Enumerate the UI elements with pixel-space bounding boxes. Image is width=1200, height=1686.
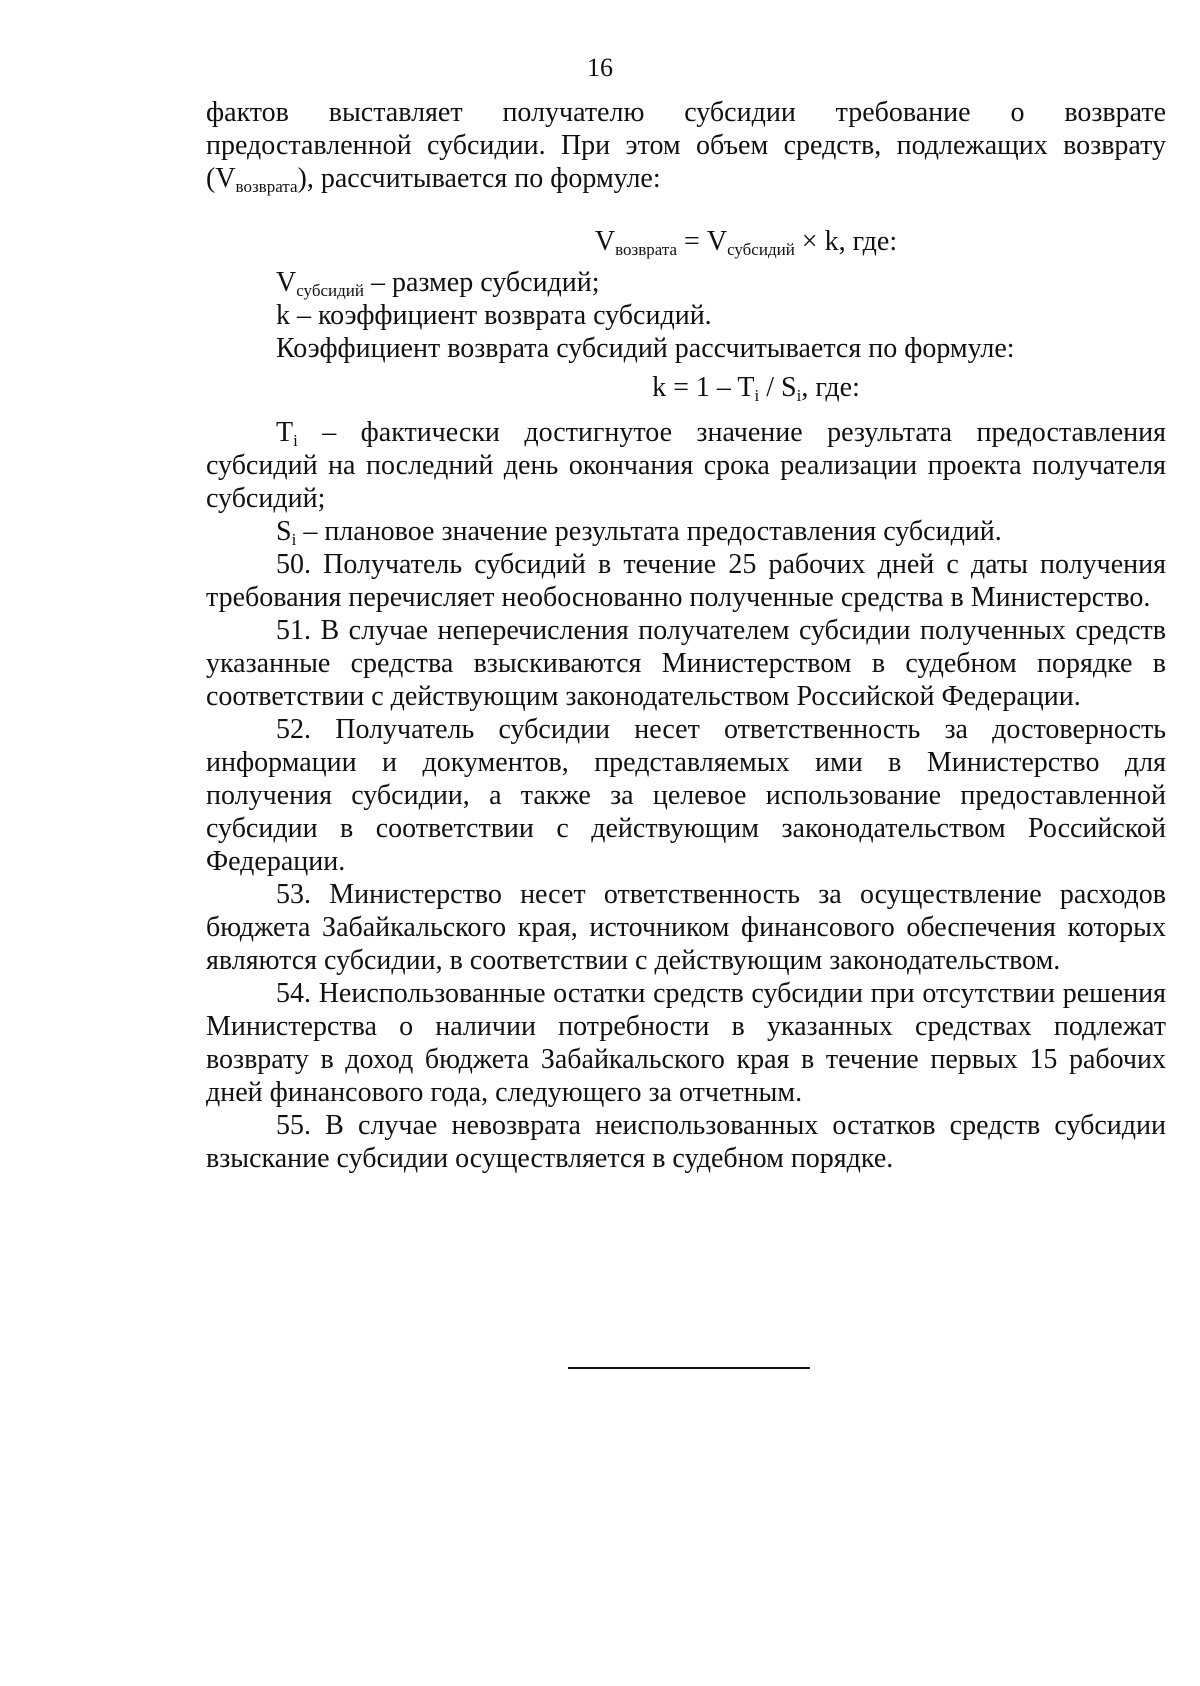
def-s-text: – плановое значение результата предоставления субсидий. (296, 516, 1002, 547)
def-t-sub: i (293, 431, 298, 450)
formula1-v-sub: возврата (615, 240, 678, 259)
formula1-v2-sub: субсидий (727, 240, 795, 259)
def-t-text: – фактически достигнутое значение результата предоставления субсидий на последний день окончания срока реализации проекта получателя субсидий; (206, 417, 1166, 514)
formula-return-volume (206, 225, 1166, 258)
intro-text: фактов выставляет получателю субсидии требование о возврате предоставленной субсидии. При этом объем средств, подлежащих возврату (V (206, 97, 1166, 194)
item-55: 55. В случае невозврата неиспользованных остатков средств субсидии взыскание субсидии осуществляется в судебном порядке. (206, 1110, 1166, 1174)
def-s-sub: i (291, 530, 297, 549)
coefficient-intro: Коэффициент возврата субсидий рассчитывается по формуле: (276, 333, 1015, 364)
formula-coefficient (206, 371, 1166, 404)
formula1-tail: × k, где: (794, 226, 898, 257)
formula2-sub1: i (754, 386, 760, 405)
definition-k: k – коэффициент возврата субсидий. (276, 300, 712, 331)
formula1-eq: = V (677, 226, 728, 257)
intro-subscript: возврата (235, 177, 298, 196)
definition-t (206, 416, 1166, 515)
item-53: 53. Министерство несет ответственность за осуществление расходов бюджета Забайкальского края, источником финансового обеспечения которых являются субсидии, в соответствии с действующим законодательством. (206, 879, 1166, 976)
item-50: 50. Получатель субсидий в течение 25 рабочих дней с даты получения требования перечисляет необоснованно полученные средства в Министерство. (206, 549, 1166, 613)
formula1-v: V (594, 226, 616, 257)
item-52: 52. Получатель субсидии несет ответственность за достоверность информации и документов, представляемых ими в Министерство для получения субсидии, а также за целевое использование предоставленной субсидии в соответствии с действующим законодательством Российской Федерации. (206, 714, 1166, 877)
def-v-symbol: V (276, 267, 297, 298)
formula2-mid: / S (759, 372, 797, 403)
definition-s (206, 515, 1166, 548)
formula2-tail: , где: (801, 372, 860, 403)
def-v-text: – размер субсидий; (363, 267, 600, 298)
definition-v-subsidy (206, 266, 1166, 299)
def-v-sub: субсидий (296, 281, 364, 300)
intro-paragraph (206, 96, 1166, 195)
item-54: 54. Неиспользованные остатки средств субсидии при отсутствии решения Министерства о наличии потребности в указанных средствах подлежат возврату в доход бюджета Забайкальского края в течение первых 15 рабочих дней финансового года, следующего за отчетным. (206, 978, 1166, 1108)
formula2-sub2: i (796, 386, 802, 405)
document-body (206, 96, 1166, 1175)
def-s-symbol: S (276, 516, 292, 547)
page-number: 16 (587, 53, 613, 82)
intro-tail: ), рассчитывается по формуле: (297, 163, 661, 194)
end-divider (568, 1367, 810, 1369)
item-51: 51. В случае неперечисления получателем субсидии полученных средств указанные средства взыскиваются Министерством в судебном порядке в соответствии с действующим законодательством Российской Федерации. (206, 615, 1166, 712)
formula2-start: k = 1 – T (652, 372, 755, 403)
def-t-symbol: T (276, 417, 294, 448)
